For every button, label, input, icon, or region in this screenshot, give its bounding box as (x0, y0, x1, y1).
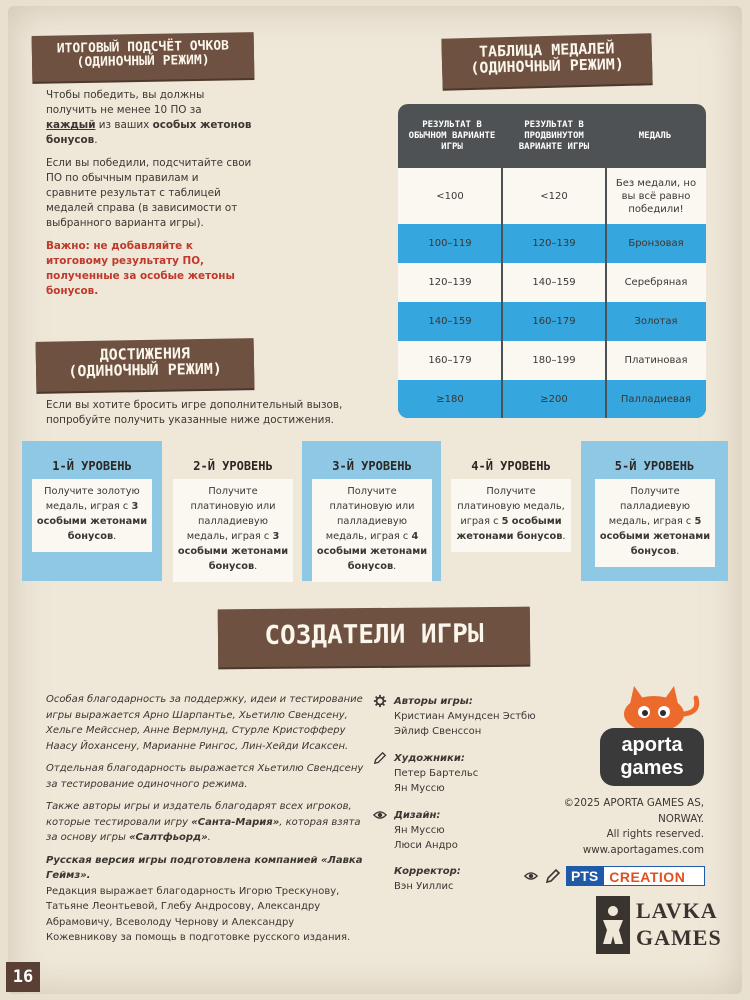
russian-edition-thanks: Редакция выражает благодарность Игорю Трескунову, Татьяне Леонтьевой, Глебу Андросову, Александру Абрамовичу, Всеволоду Чернову и Александру Кожевникову за помощь в подготовке русского издания. (46, 885, 351, 943)
thanks-paragraph-1: Особая благодарность за поддержку, идеи и тестирование игры выражается Арно Шарпантье, Хьетилю Свендсену, Хельге Мейсснер, Анне Вермлунд, Стурле Кристофферу Наасу Йохансену, Марианне Рингос, Лин-Хейди Исаксен. (46, 694, 363, 752)
credits-thanks (46, 692, 366, 953)
medal-table (398, 104, 706, 418)
pts-creation-logo: PTS CREATION (566, 866, 705, 886)
thanks-paragraph-3: Также авторы игры и издатель благодарят всех игроков, которые тестировали игру «Санта-Мария», которая взята за основу игры «Салтфьорд». (46, 801, 361, 843)
table-cell: ≥200 (540, 394, 568, 405)
aporta-badge: aporta games (600, 728, 704, 786)
table-cell: 120–139 (532, 238, 576, 249)
level-4: 4-Й УРОВЕНЬ Получите платиновую медаль, играя с 5 особыми жетонами бонусов. (441, 441, 581, 581)
table-row (398, 263, 706, 302)
table-cell: 160–179 (532, 316, 576, 327)
level-card: Получите палладиевую медаль, играя с 5 особыми жетонами бонусов. (595, 479, 715, 567)
table-row (398, 341, 706, 380)
level-2: 2-Й УРОВЕНЬ Получите платиновую или палладиевую медаль, играя с 3 особыми жетонами бонусов. (163, 441, 303, 581)
role-artists: Художники: Петер Бартельс Ян Муссю (372, 751, 542, 796)
level-3: 3-Й УРОВЕНЬ Получите платиновую или палладиевую медаль, играя с 4 особыми жетонами бонусов. (302, 441, 442, 581)
table-divider (605, 104, 607, 418)
important-note: Важно: не добавляйте к итоговому результату ПО, полученные за особые жетоны бонусов. (46, 240, 235, 297)
score-section-text (46, 88, 252, 307)
achievements-title: ДОСТИЖЕНИЯ (ОДИНОЧНЫЙ РЕЖИМ) (36, 338, 255, 392)
eye-icon (372, 808, 388, 822)
table-cell: <120 (540, 190, 568, 202)
table-cell: Серебряная (624, 277, 688, 288)
table-row (398, 380, 706, 418)
achievement-levels (8, 441, 742, 581)
thanks-paragraph-2: Отдельная благодарность выражается Хьетилю Свендсену за тестирование одиночного режима. (46, 763, 364, 790)
level-card: Получите платиновую или палладиевую медаль, играя с 3 особыми жетонами бонусов. (173, 479, 293, 582)
level-card: Получите платиновую или палладиевую медаль, играя с 4 особыми жетонами бонусов. (312, 479, 432, 582)
aporta-games-logo (600, 684, 704, 786)
credits-title: СОЗДАТЕЛИ ИГРЫ (218, 607, 530, 668)
level-5: 5-Й УРОВЕНЬ Получите палладиевую медаль, играя с 5 особыми жетонами бонусов. (581, 441, 728, 581)
table-cell: 160–179 (428, 355, 472, 366)
table-cell: 100–119 (428, 238, 472, 249)
table-row (398, 168, 706, 224)
eye-icon (522, 869, 540, 883)
table-cell: Без медали, но вы всё равно победили! (615, 177, 697, 215)
medal-table-title: ТАБЛИЦА МЕДАЛЕЙ (ОДИНОЧНЫЙ РЕЖИМ) (441, 33, 652, 88)
table-cell: Золотая (634, 316, 678, 327)
table-row (398, 224, 706, 263)
meeple-icon (596, 896, 630, 954)
table-cell: 120–139 (428, 277, 472, 288)
table-cell: Платиновая (624, 355, 688, 366)
copyright: ©2025 APORTA GAMES AS, NORWAY. All rights reserved. www.aportagames.com (563, 797, 704, 856)
table-cell: 180–199 (532, 355, 576, 366)
lavka-games-logo: LAVKA GAMES (596, 896, 706, 954)
role-design: Дизайн: Ян Муссю Люси Андро (372, 808, 542, 853)
score-paragraph-2: Если вы победили, подсчитайте свои ПО по обычным правилам и сравните результат с таблицей медалей справа (в зависимости от выбранного варианта игры). (46, 157, 252, 229)
table-row (398, 302, 706, 341)
achievements-intro: Если вы хотите бросить игре дополнительный вызов, попробуйте получить указанные ниже достижения. (46, 399, 343, 426)
header-medal: МЕДАЛЬ (638, 130, 672, 141)
level-1: 1-Й УРОВЕНЬ Получите золотую медаль, играя с 3 особыми жетонами бонусов. (22, 441, 162, 581)
pencil-icon (545, 868, 561, 884)
gear-icon (372, 694, 388, 708)
table-divider (501, 104, 503, 418)
header-normal-result: РЕЗУЛЬТАТ В ОБЫЧНОМ ВАРИАНТЕ ИГРЫ (408, 119, 496, 152)
table-cell: <100 (436, 190, 464, 202)
score-section-title: ИТОГОВЫЙ ПОДСЧЁТ ОЧКОВ (ОДИНОЧНЫЙ РЕЖИМ) (32, 32, 255, 82)
table-cell: ≥180 (436, 394, 464, 405)
header-advanced-result: РЕЗУЛЬТАТ В ПРОДВИНУТОМ ВАРИАНТЕ ИГРЫ (518, 119, 590, 152)
role-proofreader: Корректор: Вэн Уиллис (394, 866, 461, 892)
pencil-icon (372, 751, 388, 765)
score-paragraph-1: Чтобы победить, вы должны получить не менее 10 ПО за каждый из ваших особых жетонов бонусов. (46, 89, 252, 146)
table-cell: Бронзовая (628, 238, 684, 249)
table-cell: 140–159 (532, 277, 576, 288)
table-cell: 140–159 (428, 316, 472, 327)
table-cell: Палладиевая (620, 394, 692, 405)
role-authors: Авторы игры: Кристиан Амундсен Эстбю Эйлиф Свенссон (372, 694, 542, 739)
russian-edition: Русская версия игры подготовлена компанией «Лавка Геймз». (46, 854, 363, 881)
level-card: Получите золотую медаль, играя с 3 особыми жетонами бонусов. (32, 479, 152, 552)
page-number: 16 (6, 962, 40, 992)
level-card: Получите платиновую медаль, играя с 5 особыми жетонами бонусов. (451, 479, 571, 552)
cat-mascot-icon (600, 684, 704, 734)
